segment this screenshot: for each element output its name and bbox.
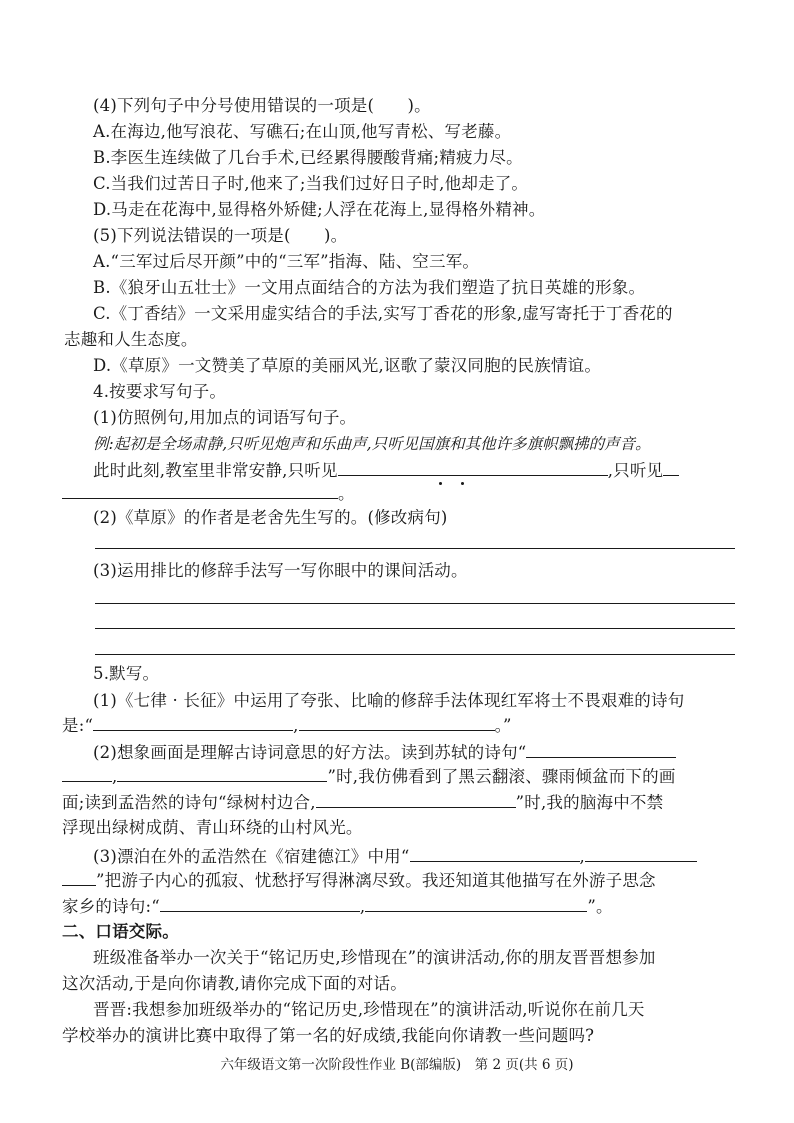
dictation-3-line-3 [62, 895, 613, 918]
part-2-para-4: 学校举办的演讲比赛中取得了第一名的好成绩,我能向你请教一些问题吗? [62, 1026, 595, 1045]
emphasis-dot [439, 482, 442, 485]
answer-line[interactable] [95, 628, 735, 629]
dictation-1-lead: 是:“ [62, 716, 94, 735]
section-4-item-2: (2)《草原》的作者是老舍先生写的。(修改病句) [93, 508, 448, 527]
answer-line[interactable] [95, 603, 735, 604]
answer-blank[interactable] [93, 714, 293, 731]
q4-option-b: B.李医生连续做了几台手术,已经累得腰酸背痛;精疲力尽。 [93, 148, 523, 167]
dictation-3-tail: ”把游子内心的孤寂、忧愁抒写得淋漓尽致。我还知道其他描写在外游子思念 [96, 871, 656, 890]
answer-blank[interactable] [365, 895, 587, 912]
emphasis-dot [461, 482, 464, 485]
example-sentence: 例:起初是全场肃静,只听见炮声和乐曲声,只听见国旗和其他许多旗帜飘拂的声音。 [93, 435, 651, 453]
q4-option-d: D.马走在花海中,显得格外矫健;人浮在花海上,显得格外精神。 [93, 200, 546, 219]
answer-line[interactable] [95, 548, 735, 549]
answer-blank[interactable] [338, 459, 608, 476]
q4-stem: (4)下列句子中分号使用错误的一项是( )。 [93, 96, 431, 115]
fill-end: 。 [338, 484, 355, 503]
part-2-para-1: 班级准备举办一次关于“铭记历史,珍惜现在”的演讲活动,你的朋友晋晋想参加 [93, 948, 656, 967]
close-quote: 。” [494, 716, 512, 735]
page-footer: 六年级语文第一次阶段性作业 B(部编版) 第 2 页(共 6 页) [220, 1057, 574, 1073]
q4-option-a: A.在海边,他写浪花、写礁石;在山顶,他写青松、写老藤。 [93, 122, 512, 141]
comma: , [579, 847, 585, 866]
answer-blank[interactable] [585, 845, 697, 862]
answer-blank[interactable] [410, 845, 580, 862]
dictation-2-line-2 [62, 765, 676, 788]
dictation-1: (1)《七律 · 长征》中运用了夸张、比喻的修辞手法体现红军将士不畏艰难的诗句 [93, 691, 685, 710]
fill-line-1 [93, 459, 679, 482]
part-2-title: 二、口语交际。 [62, 922, 179, 941]
dictation-2-line-4: 浮现出绿树成荫、青山环绕的山村风光。 [62, 818, 363, 837]
answer-blank[interactable] [160, 895, 360, 912]
comma: , [293, 716, 299, 735]
answer-blank[interactable] [299, 714, 495, 731]
q5-stem: (5)下列说法错误的一项是( )。 [93, 226, 348, 245]
comma: , [112, 767, 118, 786]
comma: , [359, 897, 366, 916]
dictation-2-tail-2: ”时,我的脑海中不禁 [515, 793, 664, 812]
answer-blank[interactable] [663, 459, 679, 476]
answer-blank[interactable] [62, 482, 338, 499]
answer-blank[interactable] [117, 765, 327, 782]
close-quote-end: ”。 [587, 897, 613, 916]
part-2-para-2: 这次活动,于是向你请教,请你完成下面的对话。 [62, 974, 407, 993]
dictation-2-line-3 [62, 791, 663, 814]
dictation-1-fill [62, 714, 512, 737]
answer-blank[interactable] [62, 765, 112, 782]
section-5-title: 5.默写。 [93, 664, 160, 683]
section-4-item-1: (1)仿照例句,用加点的词语写句子。 [93, 408, 357, 427]
dictation-3-lead: (3)漂泊在外的孟浩然在《宿建德江》中用“ [93, 847, 410, 866]
dictation-2-poem: 面;读到孟浩然的诗句“绿树村边合, [62, 793, 316, 812]
q4-option-c: C.当我们过苦日子时,他来了;当我们过好日子时,他却走了。 [93, 174, 529, 193]
answer-blank[interactable] [526, 741, 676, 758]
fill-text-b: ,只听见 [607, 461, 664, 480]
answer-line[interactable] [95, 654, 735, 655]
part-2-para-3: 晋晋:我想参加班级举办的“铭记历史,珍惜现在”的演讲活动,听说你在前几天 [93, 1000, 645, 1019]
q5-option-a: A.“三军过后尽开颜”中的“三军”指海、陆、空三军。 [93, 252, 480, 271]
dictation-2-tail: ”时,我仿佛看到了黑云翻滚、骤雨倾盆而下的画 [327, 767, 676, 786]
fill-line-2 [62, 482, 355, 505]
q5-option-d: D.《草原》一文赞美了草原的美丽风光,讴歌了蒙汉同胞的民族情谊。 [93, 356, 602, 375]
dictation-2 [93, 741, 676, 764]
dictation-3-line-2 [62, 869, 656, 892]
dictation-3-lead-2: 家乡的诗句:“ [62, 897, 160, 916]
section-4-item-3: (3)运用排比的修辞手法写一写你眼中的课间活动。 [93, 561, 468, 580]
answer-blank[interactable] [62, 869, 96, 886]
dictation-3 [93, 845, 697, 868]
fill-text-a: 此时此刻,教室里非常安静,只听见 [93, 461, 338, 480]
q5-option-c: C.《丁香结》一文采用虚实结合的手法,实写丁香花的形象,虚写寄托于丁香花的 [93, 304, 673, 323]
dictation-2-lead: (2)想象画面是理解古诗词意思的好方法。读到苏轼的诗句“ [93, 743, 527, 762]
q5-option-c-cont: 志趣和人生态度。 [64, 330, 198, 349]
answer-blank[interactable] [316, 791, 516, 808]
q5-option-b: B.《狼牙山五壮士》一文用点面结合的方法为我们塑造了抗日英雄的形象。 [93, 278, 646, 297]
section-4-title: 4.按要求写句子。 [93, 382, 227, 401]
